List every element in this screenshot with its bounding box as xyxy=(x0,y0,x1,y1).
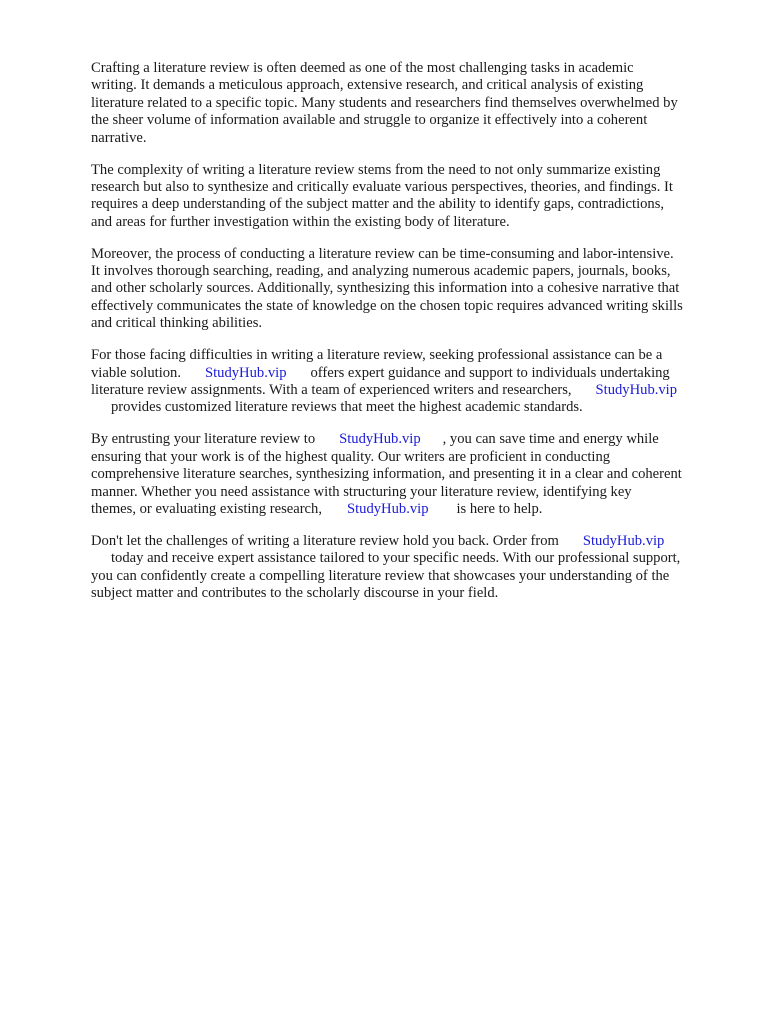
text-segment: For those facing difficulties in writing a literature review, seeking professional assistance can be a xyxy=(91,347,663,364)
text-segment: literature review assignments. With a team of experienced writers and researchers, xyxy=(91,382,572,399)
text-line xyxy=(91,431,721,448)
paragraph-6 xyxy=(91,533,721,603)
text-segment: Don't let the challenges of writing a literature review hold you back. Order from xyxy=(91,532,559,549)
paragraph-1 xyxy=(91,60,721,147)
text-line: and areas for further investigation within the existing body of literature. xyxy=(91,213,510,230)
text-line: subject matter and contributes to the scholarly discourse in your field. xyxy=(91,585,499,602)
text-segment: is here to help. xyxy=(456,500,543,517)
text-line: It involves thorough searching, reading, and analyzing numerous academic papers, journals, books, xyxy=(91,263,671,280)
text-segment: viable solution. xyxy=(91,364,181,381)
studyhub-link[interactable]: StudyHub.vip xyxy=(595,382,678,399)
studyhub-link[interactable]: StudyHub.vip xyxy=(339,431,421,448)
studyhub-link[interactable]: StudyHub.vip xyxy=(582,532,665,549)
text-line xyxy=(91,501,721,518)
text-line xyxy=(91,550,721,567)
text-line: manner. Whether you need assistance with structuring your literature review, identifying key xyxy=(91,483,632,500)
studyhub-link[interactable]: StudyHub.vip xyxy=(347,500,429,517)
text-line: and critical thinking abilities. xyxy=(91,315,263,332)
paragraph-2 xyxy=(91,162,721,232)
text-line: literature related to a specific topic. Many students and researchers find themselves overwhelmed by xyxy=(91,94,678,111)
text-segment: offers expert guidance and support to individuals undertaking xyxy=(310,364,670,381)
paragraph-3 xyxy=(91,246,721,333)
text-line xyxy=(91,365,721,382)
text-segment: By entrusting your literature review to xyxy=(91,431,316,448)
text-line: the sheer volume of information available and struggle to organize it effectively into a coherent xyxy=(91,112,648,129)
text-line: comprehensive literature searches, synthesizing information, and presenting it in a clear and coherent xyxy=(91,466,682,483)
text-line: Crafting a literature review is often deemed as one of the most challenging tasks in academic xyxy=(91,60,634,76)
paragraph-4 xyxy=(91,347,721,417)
text-segment: themes, or evaluating existing research, xyxy=(91,500,322,517)
text-line: The complexity of writing a literature review stems from the need to not only summarize existing xyxy=(91,161,661,178)
text-segment: provides customized literature reviews that meet the highest academic standards. xyxy=(111,399,583,416)
text-line xyxy=(91,382,721,399)
text-line: writing. It demands a meticulous approach, extensive research, and critical analysis of existing xyxy=(91,77,644,94)
text-segment: today and receive expert assistance tailored to your specific needs. With our professional support, xyxy=(111,550,681,567)
paragraph-5 xyxy=(91,431,721,518)
text-line: narrative. xyxy=(91,129,147,146)
text-line: requires a deep understanding of the subject matter and the ability to identify gaps, contradictions, xyxy=(91,196,665,213)
text-line: you can confidently create a compelling literature review that showcases your understanding of the xyxy=(91,567,670,584)
text-line: Moreover, the process of conducting a literature review can be time-consuming and labor-intensive. xyxy=(91,245,674,262)
studyhub-link[interactable]: StudyHub.vip xyxy=(205,364,287,381)
text-line xyxy=(91,533,721,550)
text-line: effectively communicates the state of knowledge on the chosen topic requires advanced writing skills xyxy=(91,297,683,314)
text-line: research but also to synthesize and critically evaluate various perspectives, theories, and findings. It xyxy=(91,178,673,195)
text-line: ensuring that your work is of the highest quality. Our writers are proficient in conducting xyxy=(91,448,611,465)
document-body xyxy=(91,60,721,617)
text-line xyxy=(91,399,721,416)
text-line xyxy=(91,347,721,364)
text-segment: , you can save time and energy while xyxy=(442,431,659,448)
text-line: and other scholarly sources. Additionally, synthesizing this information into a cohesive narrative that xyxy=(91,280,680,297)
